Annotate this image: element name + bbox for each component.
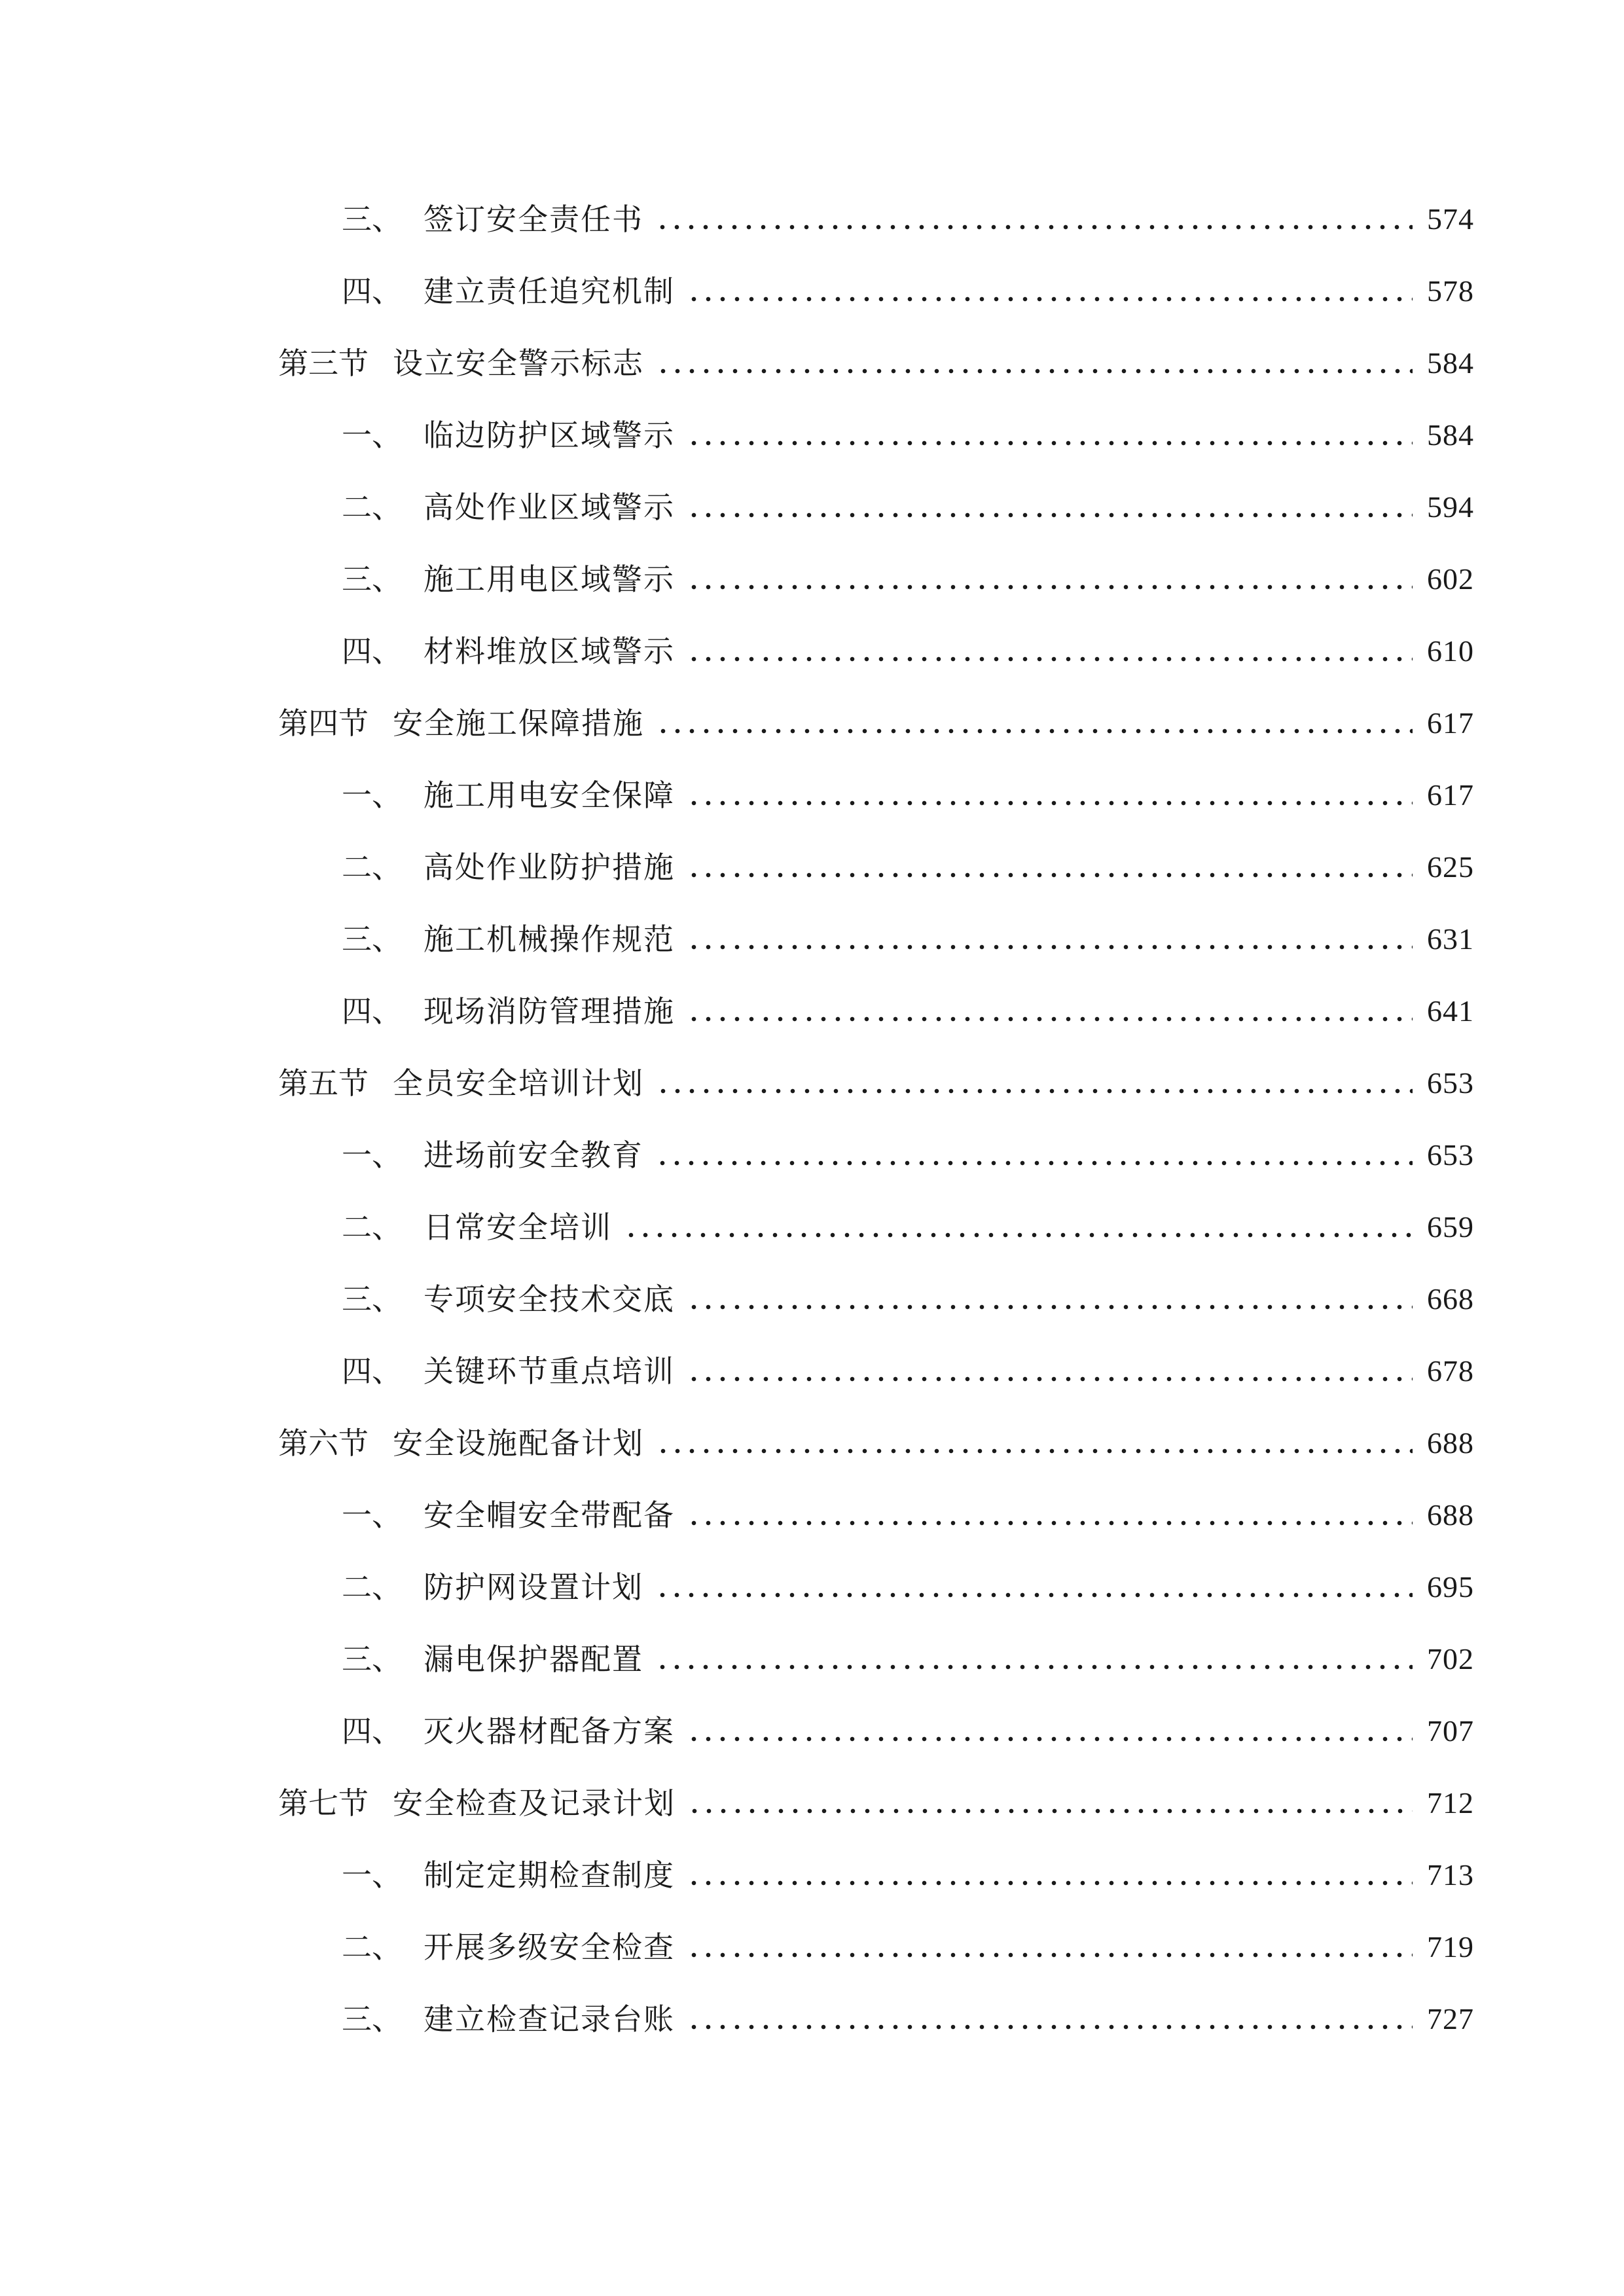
dot-leader (656, 1068, 1413, 1098)
toc-section-entry[interactable] (278, 1767, 1474, 1839)
toc-entry-number: 一、 (342, 778, 402, 813)
toc-section-number: 第五节 (278, 1066, 369, 1101)
dot-leader (687, 924, 1413, 954)
toc-entry[interactable] (342, 1695, 1474, 1767)
toc-entry-number: 三、 (342, 1282, 402, 1317)
toc-entry-page: 625 (1427, 850, 1474, 884)
toc-entry-number: 三、 (342, 922, 402, 957)
toc-entry[interactable] (342, 975, 1474, 1047)
toc-section-number: 第三节 (278, 346, 369, 381)
dot-leader (687, 564, 1413, 594)
toc-entry-page: 653 (1427, 1138, 1474, 1172)
dot-leader (687, 996, 1413, 1026)
toc-entry-page: 668 (1427, 1282, 1474, 1316)
toc-entry-page: 602 (1427, 562, 1474, 596)
toc-entry-title: 日常安全培训 (424, 1210, 612, 1245)
toc-entry[interactable] (342, 183, 1474, 255)
dot-leader (655, 1644, 1413, 1674)
toc-entry-number: 二、 (342, 1210, 402, 1245)
toc-section-title: 安全设施配备计划 (393, 1426, 644, 1461)
toc-entry-page: 719 (1427, 1930, 1474, 1964)
toc-entry[interactable] (342, 1335, 1474, 1407)
dot-leader (687, 1500, 1413, 1530)
dot-leader (656, 1428, 1413, 1458)
dot-leader (687, 276, 1413, 306)
toc-entry-page: 584 (1427, 346, 1474, 380)
toc-entry-title: 临边防护区域警示 (424, 418, 675, 453)
toc-section-number: 第四节 (278, 706, 369, 741)
toc-entry-number: 二、 (342, 1929, 402, 1965)
dot-leader (687, 780, 1413, 810)
toc-entry[interactable] (342, 1551, 1474, 1623)
toc-section-entry[interactable] (278, 327, 1474, 399)
toc-entry-page: 727 (1427, 2002, 1474, 2036)
toc-entry[interactable] (342, 1623, 1474, 1695)
toc-entry[interactable] (342, 471, 1474, 543)
dot-leader (687, 1788, 1413, 1818)
toc-entry[interactable] (342, 903, 1474, 975)
toc-entry-number: 一、 (342, 1857, 402, 1893)
toc-entry-number: 四、 (342, 634, 402, 669)
toc-entry-page: 659 (1427, 1210, 1474, 1244)
toc-entry-title: 灭火器材配备方案 (424, 1713, 675, 1749)
toc-entry[interactable] (342, 1191, 1474, 1263)
toc-entry-page: 707 (1427, 1714, 1474, 1748)
toc-entry-title: 进场前安全教育 (424, 1138, 643, 1173)
toc-entry-title: 安全帽安全带配备 (424, 1498, 675, 1533)
toc-entry-number: 二、 (342, 1570, 402, 1605)
toc-section-entry[interactable] (278, 687, 1474, 759)
dot-leader (655, 204, 1413, 234)
toc-entry[interactable] (342, 255, 1474, 327)
toc-entry[interactable] (342, 615, 1474, 687)
toc-entry-number: 四、 (342, 274, 402, 309)
toc-section-title: 安全施工保障措施 (393, 706, 644, 741)
toc-section-title: 全员安全培训计划 (393, 1066, 644, 1101)
toc-entry-title: 现场消防管理措施 (424, 994, 675, 1029)
toc-entry-page: 653 (1427, 1066, 1474, 1100)
toc-entry[interactable] (342, 399, 1474, 471)
toc-section-entry[interactable] (278, 1407, 1474, 1479)
dot-leader (687, 2004, 1413, 2034)
toc-entry-page: 584 (1427, 418, 1474, 452)
toc-entry-page: 610 (1427, 634, 1474, 668)
dot-leader (655, 1140, 1413, 1170)
toc-entry-title: 施工用电安全保障 (424, 778, 675, 813)
toc-entry-page: 702 (1427, 1642, 1474, 1676)
toc-entry-number: 四、 (342, 1713, 402, 1749)
toc-entry-number: 一、 (342, 1498, 402, 1533)
toc-entry-page: 688 (1427, 1426, 1474, 1460)
toc-entry-title: 专项安全技术交底 (424, 1282, 675, 1317)
toc-entry-page: 617 (1427, 778, 1474, 812)
toc-section-number: 第六节 (278, 1426, 369, 1461)
dot-leader (687, 1932, 1413, 1962)
toc-entry-title: 施工用电区域警示 (424, 562, 675, 597)
dot-leader (687, 636, 1413, 666)
toc-entry-title: 防护网设置计划 (424, 1570, 643, 1605)
toc-entry-page: 695 (1427, 1570, 1474, 1604)
dot-leader (687, 1356, 1413, 1386)
toc-entry-number: 二、 (342, 850, 402, 885)
toc-entry-title: 施工机械操作规范 (424, 922, 675, 957)
dot-leader (687, 1860, 1413, 1890)
toc-entry[interactable] (342, 831, 1474, 903)
toc-entry-title: 关键环节重点培训 (424, 1354, 675, 1389)
toc-entry-page: 594 (1427, 490, 1474, 524)
dot-leader (656, 348, 1413, 378)
toc-entry[interactable] (342, 759, 1474, 831)
dot-leader (624, 1212, 1413, 1242)
toc-entry-number: 三、 (342, 1641, 402, 1677)
toc-entry-title: 建立责任追究机制 (424, 274, 675, 309)
dot-leader (687, 420, 1413, 450)
toc-entry-page: 578 (1427, 274, 1474, 308)
dot-leader (687, 492, 1413, 522)
toc-entry[interactable] (342, 1119, 1474, 1191)
toc-section-entry[interactable] (278, 1047, 1474, 1119)
toc-entry-page: 688 (1427, 1498, 1474, 1532)
toc-entry[interactable] (342, 1983, 1474, 2055)
toc-entry-page: 574 (1427, 202, 1474, 236)
toc-entry[interactable] (342, 1839, 1474, 1911)
toc-section-title: 安全检查及记录计划 (393, 1785, 676, 1821)
toc-entry-title: 高处作业防护措施 (424, 850, 675, 885)
toc-entry-page: 641 (1427, 994, 1474, 1028)
toc-entry[interactable] (342, 1911, 1474, 1983)
dot-leader (687, 852, 1413, 882)
toc-entry-number: 四、 (342, 994, 402, 1029)
dot-leader (656, 708, 1413, 738)
dot-leader (655, 1572, 1413, 1602)
toc-entry-title: 制定定期检查制度 (424, 1857, 675, 1893)
toc-entry[interactable] (342, 543, 1474, 615)
toc-entry-title: 漏电保护器配置 (424, 1641, 643, 1677)
toc-entry-number: 四、 (342, 1354, 402, 1389)
toc-entry[interactable] (342, 1479, 1474, 1551)
toc-entry-title: 签订安全责任书 (424, 202, 643, 237)
dot-leader (687, 1716, 1413, 1746)
toc-entry-page: 678 (1427, 1354, 1474, 1388)
toc-section-title: 设立安全警示标志 (393, 346, 644, 381)
toc-entry-number: 三、 (342, 202, 402, 237)
toc-entry-number: 一、 (342, 418, 402, 453)
toc-entry-page: 713 (1427, 1858, 1474, 1892)
toc-entry-number: 一、 (342, 1138, 402, 1173)
toc-entry-number: 三、 (342, 562, 402, 597)
toc-entry-number: 二、 (342, 490, 402, 525)
toc-entry-number: 三、 (342, 2001, 402, 2037)
dot-leader (687, 1284, 1413, 1314)
toc-entry-page: 631 (1427, 922, 1474, 956)
toc-entry[interactable] (342, 1263, 1474, 1335)
toc-entry-page: 617 (1427, 706, 1474, 740)
toc-entry-page: 712 (1427, 1786, 1474, 1820)
toc-section-number: 第七节 (278, 1785, 369, 1821)
toc-entry-title: 高处作业区域警示 (424, 490, 675, 525)
toc-entry-title: 开展多级安全检查 (424, 1929, 675, 1965)
toc-entry-title: 建立检查记录台账 (424, 2001, 675, 2037)
toc-entry-title: 材料堆放区域警示 (424, 634, 675, 669)
